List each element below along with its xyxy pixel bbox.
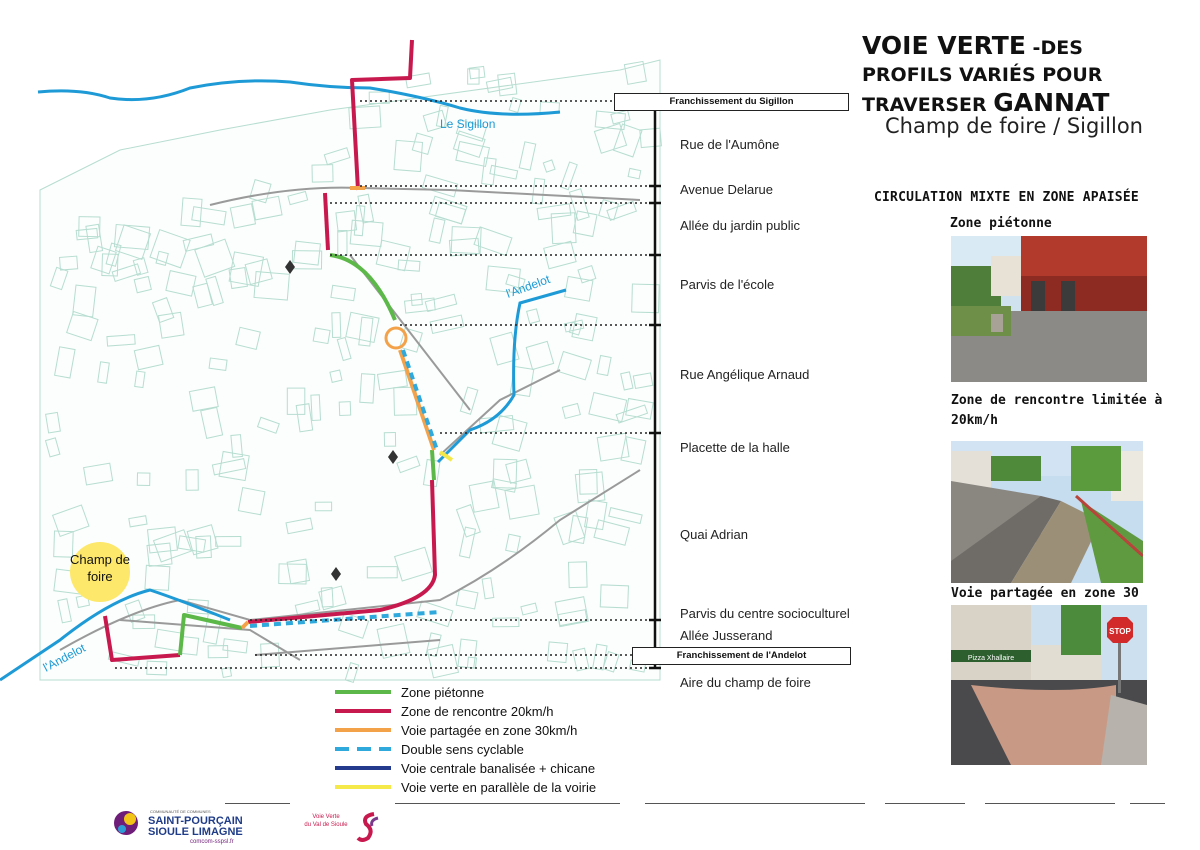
footer-divider bbox=[885, 803, 965, 804]
photo-voie-partagee bbox=[951, 605, 1147, 765]
legend-swatch bbox=[335, 747, 391, 751]
logo2-line2: du Val de Sioule bbox=[304, 822, 348, 828]
side-label-partagee: Voie partagée en zone 30 bbox=[951, 586, 1139, 601]
label-river-andelot-2: l'Andelot bbox=[40, 640, 88, 675]
footer-divider bbox=[225, 803, 290, 804]
legend-double-sens bbox=[335, 740, 524, 758]
legend-voie-partagee bbox=[335, 721, 577, 739]
footer-divider bbox=[395, 803, 620, 804]
logo1-line2: SIOULE LIMAGNE bbox=[148, 826, 243, 838]
crossing-sigillon: Franchissement du Sigillon bbox=[614, 93, 849, 111]
legend-label: Zone de rencontre 20km/h bbox=[401, 703, 554, 719]
label-champ-line1: Champ de bbox=[70, 552, 130, 567]
photo-zone-pietonne bbox=[951, 236, 1147, 382]
parcel bbox=[469, 66, 485, 78]
label-champ-line2: foire bbox=[87, 569, 113, 584]
legend-swatch bbox=[335, 709, 391, 713]
stop-allee-jardin: Allée du jardin public bbox=[680, 218, 800, 233]
side-heading: CIRCULATION MIXTE EN ZONE APAISÉE bbox=[874, 190, 1139, 205]
logo2-line1: Voie Verte bbox=[312, 814, 340, 820]
logo-comcom bbox=[110, 805, 260, 845]
legend-label: Voie partagée en zone 30km/h bbox=[401, 722, 578, 738]
footer-divider bbox=[985, 803, 1115, 804]
page-subtitle: Champ de foire / Sigillon bbox=[885, 114, 1143, 138]
side-label-rencontre-2: 20km/h bbox=[951, 413, 998, 428]
legend-swatch bbox=[335, 766, 391, 770]
logo-voie-verte bbox=[296, 808, 386, 844]
footer-divider bbox=[645, 803, 865, 804]
stop-parvis-centre: Parvis du centre socioculturel bbox=[680, 606, 850, 621]
stop-rue-angelique: Rue Angélique Arnaud bbox=[680, 367, 810, 382]
title-line2: PROFILS VARIÉS POUR bbox=[862, 64, 1103, 86]
label-river-andelot-1: l'Andelot bbox=[504, 272, 552, 301]
logo1-small: COMMUNAUTÉ DE COMMUNES bbox=[150, 809, 211, 814]
legend-zone-pietonne bbox=[335, 683, 484, 701]
side-label-rencontre-1: Zone de rencontre limitée à bbox=[951, 393, 1163, 408]
stop-avenue-delarue: Avenue Delarue bbox=[680, 182, 773, 197]
legend-label: Voie verte en parallèle de la voirie bbox=[401, 779, 597, 795]
stop-quai-adrian: Quai Adrian bbox=[680, 527, 748, 542]
shop-sign-text: Pizza Xhallaire bbox=[967, 655, 1015, 662]
title-traverser: TRAVERSER bbox=[862, 94, 994, 116]
stop-parvis-ecole: Parvis de l'école bbox=[680, 277, 775, 292]
crossing-andelot: Franchissement de l'Andelot bbox=[632, 647, 851, 665]
legend-voie-centrale bbox=[335, 759, 595, 777]
legend-swatch bbox=[335, 728, 391, 732]
legend-swatch bbox=[335, 690, 391, 694]
stop-allee-jusserand: Allée Jusserand bbox=[680, 628, 773, 643]
legend-label: Double sens cyclable bbox=[401, 741, 524, 757]
legend-label: Voie centrale banalisée + chicane bbox=[401, 760, 596, 776]
title-gannat: GANNAT bbox=[993, 88, 1110, 117]
cadastre-parcels bbox=[40, 60, 661, 682]
stop-aire-champ: Aire du champ de foire bbox=[680, 675, 811, 690]
footer-divider bbox=[1130, 803, 1165, 804]
title-voie-verte: VOIE VERTE bbox=[862, 31, 1026, 60]
logo1-line1: SAINT-POURÇAIN bbox=[148, 815, 243, 827]
logo1-url: comcom-sspsl.fr bbox=[190, 839, 234, 845]
legend-zone-rencontre bbox=[335, 702, 553, 720]
legend-voie-parallele bbox=[335, 778, 596, 796]
photo-zone-rencontre bbox=[951, 441, 1143, 583]
stop-rue-aumone: Rue de l'Aumône bbox=[680, 137, 780, 152]
stop-placette-halle: Placette de la halle bbox=[680, 440, 790, 455]
side-label-pietonne: Zone piétonne bbox=[950, 216, 1052, 231]
legend-swatch bbox=[335, 785, 391, 789]
stop-sign-text: STOP bbox=[1109, 627, 1131, 636]
label-river-sigillon: Le Sigillon bbox=[440, 117, 496, 131]
legend-label: Zone piétonne bbox=[401, 684, 485, 700]
title-des: -DES bbox=[1025, 37, 1083, 59]
page-title bbox=[862, 32, 1192, 119]
